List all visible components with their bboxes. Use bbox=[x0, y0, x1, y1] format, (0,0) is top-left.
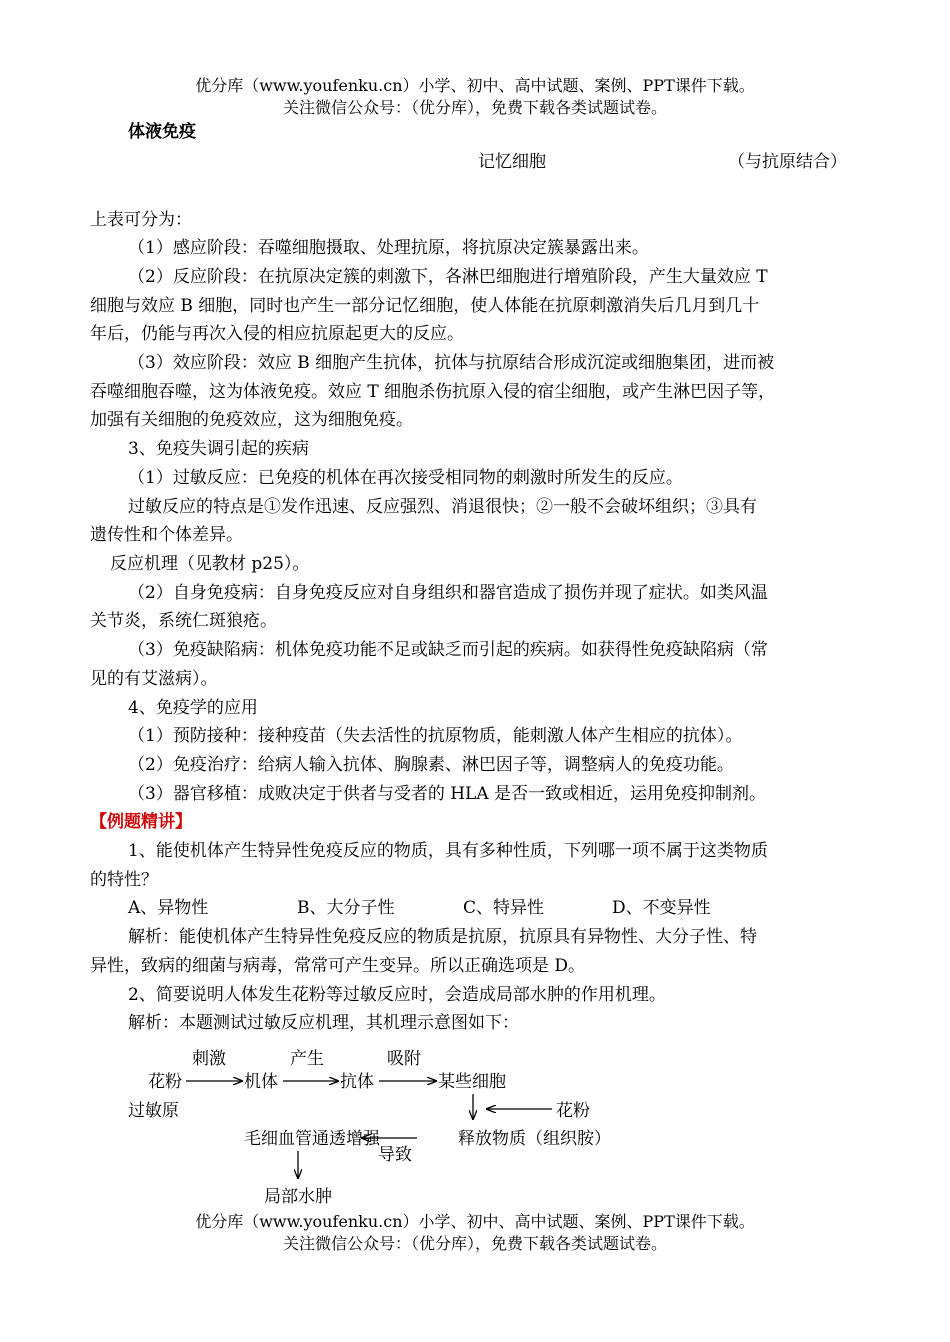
table-title: 体液免疫 bbox=[128, 122, 196, 142]
section-4-title: 4、免疫学的应用 bbox=[128, 698, 258, 718]
section-3-title: 3、免疫失调引起的疾病 bbox=[128, 439, 309, 459]
label-cause: 导致 bbox=[378, 1145, 412, 1165]
node-cells: 某些细胞 bbox=[438, 1072, 506, 1092]
para-1: （1）感应阶段：吞噬细胞摄取、处理抗原，将抗原决定簇暴露出来。 bbox=[128, 238, 649, 258]
para-2-line-1: （2）反应阶段：在抗原决定簇的刺激下，各淋巴细胞进行增殖阶段，产生大量效应 T bbox=[128, 267, 768, 287]
label-stimulate: 刺激 bbox=[192, 1049, 226, 1069]
question-1-line-2: 的特性？ bbox=[90, 870, 158, 890]
node-pollen: 花粉 bbox=[148, 1072, 182, 1092]
section-3-features-line-2: 遗传性和个体差异。 bbox=[90, 525, 243, 545]
answer-1-line-2: 异性，致病的细菌与病毒，常常可产生变异。所以正确选项是 D。 bbox=[90, 956, 586, 976]
section-3-features-line-1: 过敏反应的特点是①发作迅速、反应强烈、消退很快；②一般不会破坏组织；③具有 bbox=[128, 497, 757, 517]
footer-line-1: 优分库（www.youfenku.cn）小学、初中、高中试题、案例、PPT课件下载。 bbox=[195, 1212, 755, 1231]
para-2-line-2: 细胞与效应 B 细胞，同时也产生一部分记忆细胞，使人体能在抗原刺激消失后几月到几十 bbox=[90, 296, 760, 316]
examples-heading: 【例题精讲】 bbox=[90, 812, 192, 832]
footer-line-2: 关注微信公众号：（优分库），免费下载各类试题试卷。 bbox=[282, 1234, 667, 1253]
option-a: A、异物性 bbox=[128, 898, 209, 918]
label-adsorb: 吸附 bbox=[387, 1049, 421, 1069]
option-c: C、特异性 bbox=[463, 898, 545, 918]
para-3-line-2: 吞噬细胞吞噬，这为体液免疫。效应 T 细胞杀伤抗原入侵的宿尘细胞，或产生淋巴因子等， bbox=[90, 382, 776, 402]
option-d: D、不变异性 bbox=[612, 898, 711, 918]
section-3-para-2-line-1: （2）自身免疫病：自身免疫反应对自身组织和器官造成了损伤并现了症状。如类风温 bbox=[128, 583, 768, 603]
section-3-para-3-line-1: （3）免疫缺陷病：机体免疫功能不足或缺乏而引起的疾病。如获得性免疫缺陷病（常 bbox=[128, 640, 768, 660]
node-release: 释放物质（组织胺） bbox=[458, 1129, 611, 1149]
question-2: 2、简要说明人体发生花粉等过敏反应时，会造成局部水肿的作用机理。 bbox=[128, 985, 666, 1005]
section-3-mechanism: 反应机理（见教材 p25）。 bbox=[110, 554, 310, 574]
node-capillary: 毛细血管通透增强 bbox=[244, 1129, 380, 1149]
table-cell-bind: （与抗原结合） bbox=[728, 152, 847, 172]
section-4-para-2: （2）免疫治疗：给病人输入抗体、胸腺素、淋巴因子等，调整病人的免疫功能。 bbox=[128, 755, 734, 775]
option-b: B、大分子性 bbox=[297, 898, 395, 918]
node-allergen: 过敏原 bbox=[128, 1101, 179, 1121]
node-antibody: 抗体 bbox=[340, 1072, 374, 1092]
para-3-line-3: 加强有关细胞的免疫效应，这为细胞免疫。 bbox=[90, 410, 413, 430]
answer-2: 解析：本题测试过敏反应机理，其机理示意图如下： bbox=[128, 1013, 519, 1033]
intro: 上表可分为： bbox=[90, 210, 192, 230]
para-2-line-3: 年后，仍能与再次入侵的相应抗原起更大的反应。 bbox=[90, 324, 464, 344]
section-3-para-3-line-2: 见的有艾滋病）。 bbox=[90, 669, 218, 689]
section-4-para-1: （1）预防接种：接种疫苗（失去活性的抗原物质，能刺激人体产生相应的抗体）。 bbox=[128, 726, 743, 746]
node-pollen-2: 花粉 bbox=[556, 1101, 590, 1121]
header-line-2: 关注微信公众号：（优分库），免费下载各类试题试卷。 bbox=[282, 98, 667, 117]
label-produce: 产生 bbox=[290, 1049, 324, 1069]
question-1-line-1: 1、能使机体产生特异性免疫反应的物质，具有多种性质，下列哪一项不属于这类物质 bbox=[128, 841, 768, 861]
answer-1-line-1: 解析：能使机体产生特异性免疫反应的物质是抗原，抗原具有异物性、大分子性、特 bbox=[128, 927, 757, 947]
table-cell-memory: 记忆细胞 bbox=[478, 152, 546, 172]
para-3-line-1: （3）效应阶段：效应 B 细胞产生抗体，抗体与抗原结合形成沉淀或细胞集团，进而被 bbox=[128, 353, 775, 373]
section-4-para-3: （3）器官移植：成败决定于供者与受者的 HLA 是否一致或相近，运用免疫抑制剂。 bbox=[128, 784, 767, 804]
header-line-1: 优分库（www.youfenku.cn）小学、初中、高中试题、案例、PPT课件下载。 bbox=[195, 76, 755, 95]
section-3-para-2-line-2: 关节炎，系统仁斑狼疮。 bbox=[90, 611, 277, 631]
node-body: 机体 bbox=[244, 1072, 278, 1092]
node-edema: 局部水肿 bbox=[264, 1187, 332, 1207]
section-3-para-1: （1）过敏反应：已免疫的机体在再次接受相同物的刺激时所发生的反应。 bbox=[128, 468, 683, 488]
